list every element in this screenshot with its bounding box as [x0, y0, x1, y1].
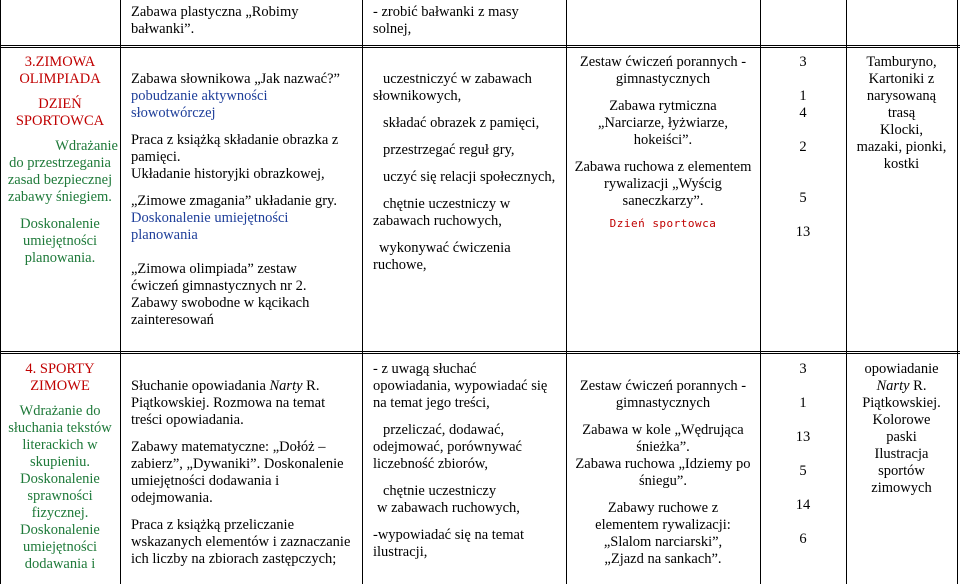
topic-aim: Doskonalenie [20, 216, 100, 232]
activity-text: odejmowania. [131, 490, 213, 506]
movement-text: gimnastycznych [615, 71, 711, 87]
topic-aim: umiejętności [22, 539, 98, 555]
activity-text: Zabawy matematyczne: „Dołóż – [131, 439, 326, 455]
row4-materials-cell [848, 361, 955, 497]
material-text: trasą [887, 105, 916, 121]
row4-activities-cell [131, 378, 359, 568]
movement-text: rywalizacji „Wyścig [604, 176, 722, 192]
number-value: 4 [799, 105, 807, 121]
movement-text: „Zjazd na sankach”. [604, 551, 722, 567]
activity-text: Zabawy swobodne w kącikach [131, 295, 310, 311]
goal-text: liczebność zbiorów, [373, 456, 489, 472]
goal-text: uczestniczyć w zabawach [383, 71, 532, 87]
topic-aim: skupieniu. [29, 454, 90, 470]
activity-text: „Zimowa olimpiada” zestaw [131, 261, 297, 277]
activity-text: wskazanych elementów i zaznaczanie [131, 534, 351, 550]
topic-aim: słuchania tekstów [8, 420, 112, 436]
movement-text: Zabawa w kole „Wędrująca [582, 422, 744, 438]
movement-text: Zestaw ćwiczeń porannych - [579, 54, 747, 70]
row-divider [0, 47, 960, 48]
material-text: Kartoniki z [868, 71, 935, 87]
number-value: 1 [799, 395, 807, 411]
goal-text: składać obrazek z pamięci, [383, 115, 540, 131]
row4-movement-cell [568, 378, 758, 568]
row3-topic-cell [2, 54, 118, 267]
activity-text: „Zimowe zmagania” układanie gry. [131, 193, 337, 209]
topic-aim: umiejętności [22, 233, 98, 249]
material-text: Kolorowe [872, 412, 931, 428]
movement-text: „Narciarze, łyżwiarze, [598, 115, 728, 131]
activity-text: treści opowiadania. [131, 412, 244, 428]
table-divider [362, 0, 363, 584]
table-divider [760, 0, 761, 584]
row4-topic-cell [2, 361, 118, 573]
sport-day-label: Dzień sportowca [609, 217, 717, 230]
row3-numbers-cell [762, 54, 844, 241]
row-divider [0, 351, 960, 352]
topic-aim: planowania. [24, 250, 96, 266]
movement-text: Zabawa ruchowa „Idziemy po [575, 456, 751, 472]
number-value: 13 [795, 224, 811, 240]
story-title: Narty [876, 378, 910, 394]
activity-text: Praca z książką przeliczanie [131, 517, 295, 533]
topic-aim: dodawania i [24, 556, 96, 572]
number-value: 13 [795, 429, 811, 445]
topic-aim: Wdrażanie [55, 138, 118, 154]
movement-text: śniegu”. [639, 473, 687, 489]
row3-goals-cell [373, 71, 563, 274]
goal-text: solnej, [373, 21, 412, 37]
topic-title: ZIMOWE [30, 378, 90, 394]
goal-text: na temat jego treści, [373, 395, 490, 411]
goal-text: ilustracji, [373, 544, 428, 560]
topic-title: 4. SPORTY [25, 361, 95, 377]
material-text: narysowaną [866, 88, 937, 104]
activity-text: pamięci. [131, 149, 181, 165]
number-value: 14 [795, 497, 811, 513]
top-goals-cell [373, 4, 563, 38]
activity-text: ich liczby na zbiorach zastępczych; [131, 551, 337, 567]
activity-text: ćwiczeń gimnastycznych nr 2. [131, 278, 307, 294]
row3-movement-cell [568, 54, 758, 232]
goal-text: słownikowych, [373, 88, 462, 104]
number-value: 3 [799, 54, 807, 70]
activity-text: Słuchanie opowiadania [131, 378, 270, 394]
topic-aim: Doskonalenie [20, 522, 100, 538]
goal-text: przestrzegać reguł gry, [383, 142, 515, 158]
row-divider [0, 45, 960, 46]
material-text: Klocki, [879, 122, 924, 138]
activity-text: Praca z książką składanie obrazka z [131, 132, 339, 148]
topic-aim: sprawności [27, 488, 93, 504]
topic-aim: do przestrzegania [9, 155, 111, 171]
goal-text: - zrobić bałwanki z masy [373, 4, 519, 20]
activity-text: planowania [131, 227, 198, 243]
material-text: Tamburyno, [866, 54, 937, 70]
table-border-right [957, 0, 958, 584]
movement-text: Zabawy ruchowe z [607, 500, 719, 516]
material-text: zimowych [871, 480, 932, 496]
topic-aim: zasad bezpiecznej [7, 172, 113, 188]
row3-materials-cell [848, 54, 955, 173]
movement-text: gimnastycznych [615, 395, 711, 411]
material-text: paski [886, 429, 917, 445]
goal-text: uczyć się relacji społecznych, [383, 169, 556, 185]
activity-text [131, 378, 359, 395]
goal-text: wykonywać ćwiczenia [379, 240, 511, 256]
goal-text: zabawach ruchowych, [373, 213, 502, 229]
activity-text: R. [302, 378, 320, 394]
number-value: 5 [799, 463, 807, 479]
activity-text: słowotwórczej [131, 105, 216, 121]
activity-text: zabierz”, „Dywaniki”. Doskonalenie [131, 456, 344, 472]
movement-text: śnieżka”. [636, 439, 690, 455]
movement-text: Zestaw ćwiczeń porannych - [579, 378, 747, 394]
topic-aim: literackich w [22, 437, 98, 453]
activity-text: Zabawa słownikowa „Jak nazwać?” [131, 71, 340, 87]
number-value: 2 [799, 139, 807, 155]
goal-text: przeliczać, dodawać, [383, 422, 505, 438]
row-divider [0, 353, 960, 354]
movement-text: Zabawa rytmiczna [609, 98, 717, 114]
goal-text: odejmować, porównywać [373, 439, 522, 455]
table-border-left [0, 0, 1, 584]
goal-text: opowiadania, wypowiadać się [373, 378, 548, 394]
activity-text: zainteresowań [131, 312, 214, 328]
material-text: Ilustracja [874, 446, 929, 462]
topic-aim: fizycznej. [31, 505, 89, 521]
number-value: 1 [799, 88, 807, 104]
movement-text: „Slalom narciarski”, [603, 534, 723, 550]
table-divider [120, 0, 121, 584]
movement-text: hokeiści”. [633, 132, 693, 148]
goal-text: ruchowe, [373, 257, 427, 273]
table-divider [846, 0, 847, 584]
movement-text: saneczkarzy”. [622, 193, 704, 209]
movement-text: elementem rywalizacji: [595, 517, 731, 533]
material-text: kostki [883, 156, 920, 172]
row4-numbers-cell [762, 361, 844, 548]
activity-text: pobudzanie aktywności [131, 88, 268, 104]
topic-aim: Doskonalenie [20, 471, 100, 487]
topic-aim: zabawy śniegiem. [8, 189, 112, 205]
goal-text: - z uwagą słuchać [373, 361, 477, 377]
topic-aim: Wdrażanie do [19, 403, 101, 419]
topic-title: OLIMPIADA [19, 71, 101, 87]
goal-text: chętnie uczestniczy [383, 483, 497, 499]
activity-text: umiejętności dodawania i [131, 473, 280, 489]
movement-text: Zabawa ruchowa z elementem [574, 159, 752, 175]
activity-text: Piątkowskiej. Rozmowa na temat [131, 395, 326, 411]
topic-title: 3.ZIMOWA [24, 54, 96, 70]
topic-subtitle: DZIEŃ [38, 96, 82, 112]
goal-text: -wypowiadać się na temat [373, 527, 524, 543]
material-text: Piątkowskiej. [862, 395, 941, 411]
activity-text: Zabawa plastyczna „Robimy [131, 4, 299, 20]
material-text [848, 378, 955, 395]
activity-text: Doskonalenie umiejętności [131, 210, 289, 226]
story-title: Narty [269, 378, 303, 394]
material-text: sportów [878, 463, 925, 479]
top-activity-cell [131, 4, 356, 38]
row4-goals-cell [373, 361, 563, 561]
activity-text: bałwanki”. [131, 21, 195, 37]
material-text: opowiadanie [864, 361, 939, 377]
number-value: 6 [799, 531, 807, 547]
goal-text: w zabawach ruchowych, [377, 500, 520, 516]
number-value: 3 [799, 361, 807, 377]
goal-text: chętnie uczestniczy w [383, 196, 511, 212]
table-divider [566, 0, 567, 584]
topic-subtitle: SPORTOWCA [15, 113, 105, 129]
number-value: 5 [799, 190, 807, 206]
material-text: R. [909, 378, 927, 394]
row3-activities-cell [131, 71, 359, 329]
activity-text: Układanie historyjki obrazkowej, [131, 166, 325, 182]
material-text: mazaki, pionki, [856, 139, 947, 155]
